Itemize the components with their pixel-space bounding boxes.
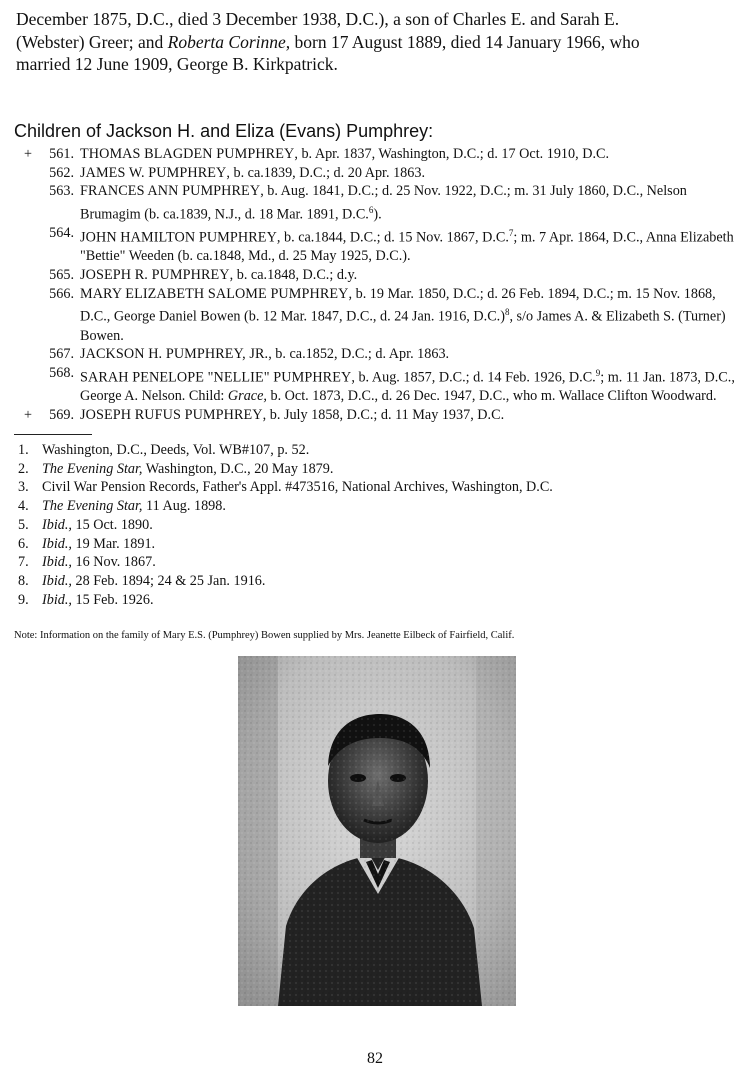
- footnote: [14, 460, 734, 479]
- child-number: 568.: [49, 364, 74, 381]
- child-text: [80, 164, 744, 183]
- footnotes-list: [14, 441, 734, 609]
- child-details: , b. Aug. 1857, D.C.; d. 14 Feb. 1926, D.C.: [351, 369, 596, 386]
- child-text: [80, 145, 744, 164]
- children-list: [16, 145, 744, 424]
- child-details-tail: ; m. 7 Apr. 1864, D.C., Anna Elizabeth "Bettie" Weeden (b. ca.1848, Md., d. 25 May 1925, D.C.).: [80, 229, 734, 265]
- child-marker: +: [24, 146, 33, 162]
- child-italic-name: Grace,: [227, 388, 267, 405]
- child-entry: [16, 266, 744, 285]
- child-text: [80, 364, 744, 406]
- child-name: JOSEPH RUFUS PUMPHREY: [80, 406, 263, 423]
- child-number: 565.: [49, 267, 74, 284]
- child-entry: [16, 345, 744, 364]
- child-number: 564.: [49, 225, 74, 242]
- footnote: [14, 572, 734, 591]
- child-number: 569.: [49, 406, 74, 423]
- footnote-text: [42, 572, 734, 591]
- child-text: [80, 266, 744, 285]
- child-name: MARY ELIZABETH SALOME PUMPHREY: [80, 285, 349, 302]
- child-details-tail: b. Oct. 1873, D.C., d. 26 Dec. 1947, D.C., who m. Wallace Clifton Woodward.: [266, 388, 717, 405]
- child-entry: [16, 285, 744, 346]
- footnote-italic: Ibid.,: [42, 572, 72, 589]
- page-number: 82: [367, 1050, 383, 1067]
- footnote-text: [42, 553, 734, 572]
- child-details: , b. ca.1844, D.C.; d. 15 Nov. 1867, D.C.: [276, 229, 509, 246]
- footnote-number: 9.: [18, 591, 29, 608]
- footnote-body: Civil War Pension Records, Father's Appl. #473516, National Archives, Washington, D.C.: [42, 479, 553, 496]
- child-details: , b. ca.1839, D.C.; d. 20 Apr. 1863.: [226, 164, 425, 181]
- footnote: [14, 535, 734, 554]
- footnote-number: 4.: [18, 498, 29, 515]
- child-name: JOSEPH R. PUMPHREY: [80, 267, 230, 284]
- intro-paragraph: [16, 8, 744, 76]
- child-details: , b. Aug. 1841, D.C.; d. 25 Nov. 1922, D.C.; m. 31 July 1860, D.C., Nelson Brumagim (b. ca.1839, N.J., d. 18 Mar. 1891, D.C.: [80, 183, 687, 223]
- child-number: 563.: [49, 183, 74, 200]
- child-details-tail: , s/o James A. & Elizabeth S. (Turner) Bowen.: [80, 308, 726, 344]
- intro-line-2-italic: Roberta Corinne,: [167, 31, 291, 52]
- footnote-body: 15 Feb. 1926.: [71, 591, 154, 608]
- child-name: JACKSON H. PUMPHREY, JR.: [80, 346, 269, 363]
- children-heading: Children of Jackson H. and Eliza (Evans) Pumphrey:: [14, 121, 434, 141]
- footnote-italic: Ibid.,: [42, 535, 72, 552]
- footnote-body: 28 Feb. 1894; 24 & 25 Jan. 1916.: [71, 572, 266, 589]
- footnote-body: 11 Aug. 1898.: [142, 498, 226, 515]
- footnote-number: 7.: [18, 554, 29, 571]
- source-note: Note: Information on the family of Mary E.S. (Pumphrey) Bowen supplied by Mrs. Jeanette Eilbeck of Fairfield, Calif.: [14, 630, 515, 641]
- child-text: [80, 406, 744, 425]
- footnote-number: 1.: [18, 442, 29, 458]
- child-text: [80, 345, 744, 364]
- footnote-ref: 8: [504, 307, 510, 318]
- child-marker: +: [24, 406, 33, 423]
- child-name: JOHN HAMILTON PUMPHREY: [80, 229, 277, 246]
- child-text: [80, 224, 744, 266]
- child-details: , b. ca.1852, D.C.; d. Apr. 1863.: [268, 346, 450, 363]
- footnote-ref: 9: [595, 367, 601, 378]
- footnote: [14, 497, 734, 516]
- footnote-text: [42, 535, 734, 554]
- intro-line-2-start: (Webster) Greer; and: [16, 31, 168, 52]
- child-text: [80, 182, 744, 224]
- child-name: THOMAS BLAGDEN PUMPHREY: [80, 146, 295, 162]
- portrait-image: [238, 656, 516, 1006]
- footnote-divider: [14, 434, 92, 435]
- footnote-number: 8.: [18, 572, 29, 589]
- child-name: SARAH PENELOPE "NELLIE" PUMPHREY: [80, 369, 352, 386]
- footnote: [14, 553, 734, 572]
- child-details: , b. July 1858, D.C.; d. 11 May 1937, D.C.: [262, 406, 505, 423]
- child-details: , b. Apr. 1837, Washington, D.C.; d. 17 Oct. 1910, D.C.: [294, 146, 610, 162]
- footnote-italic: The Evening Star,: [42, 460, 143, 477]
- child-details: , b. ca.1848, D.C.; d.y.: [229, 267, 358, 284]
- child-details-tail: ).: [373, 206, 382, 223]
- child-details-tail: ; m. 11 Jan. 1873, D.C., George A. Nelson. Child:: [80, 369, 735, 405]
- child-entry: [16, 364, 744, 406]
- footnote-text: [42, 460, 734, 479]
- footnote-body: Washington, D.C., Deeds, Vol. WB#107, p. 52.: [42, 442, 310, 458]
- footnote-ref: 7: [508, 228, 514, 239]
- intro-line-1: December 1875, D.C., died 3 December 1938, D.C.), a son of Charles E. and Sarah E.: [16, 9, 620, 29]
- footnote: [14, 478, 734, 497]
- footnote-text: [42, 516, 734, 535]
- footnote-ref: 6: [368, 204, 374, 215]
- child-number: 566.: [49, 285, 74, 302]
- footnote-number: 6.: [18, 535, 29, 552]
- child-text: [80, 285, 744, 346]
- footnote-text: [42, 497, 734, 516]
- footnote-text: [42, 591, 734, 610]
- footnote-italic: Ibid.,: [42, 591, 72, 608]
- footnote-body: 19 Mar. 1891.: [71, 535, 156, 552]
- intro-line-2: [16, 31, 744, 54]
- footnote-body: Washington, D.C., 20 May 1879.: [142, 460, 334, 477]
- footnote: [14, 441, 734, 460]
- child-name: JAMES W. PUMPHREY: [80, 164, 227, 181]
- child-number: 567.: [49, 346, 74, 363]
- child-name: FRANCES ANN PUMPHREY: [80, 183, 261, 200]
- intro-line-3: married 12 June 1909, George B. Kirkpatrick.: [16, 54, 338, 74]
- footnote-number: 2.: [18, 460, 29, 477]
- child-entry: [16, 224, 744, 266]
- child-details: , b. 19 Mar. 1850, D.C.; d. 26 Feb. 1894, D.C.; m. 15 Nov. 1868, D.C., George Daniel Bowen (b. 12 Mar. 1847, D.C., d. 24 Jan. 1916, D.C.): [80, 285, 716, 325]
- footnote-italic: Ibid.,: [42, 516, 72, 533]
- child-number: 561.: [49, 146, 74, 162]
- child-number: 562.: [49, 164, 74, 181]
- child-entry: [16, 145, 744, 164]
- footnote-text: [42, 441, 734, 460]
- footnote-body: 16 Nov. 1867.: [71, 554, 156, 571]
- footnote-body: 15 Oct. 1890.: [71, 516, 153, 533]
- footnote-text: [42, 478, 734, 497]
- child-entry: [16, 406, 744, 425]
- intro-line-2-end: born 17 August 1889, died 14 January 1966, who: [290, 31, 640, 52]
- portrait-photo: [238, 656, 516, 1006]
- footnote-number: 3.: [18, 479, 29, 496]
- footnote: [14, 516, 734, 535]
- footnote-italic: Ibid.,: [42, 554, 72, 571]
- footnote: [14, 591, 734, 610]
- footnote-italic: The Evening Star,: [42, 498, 143, 515]
- child-entry: [16, 164, 744, 183]
- footnote-number: 5.: [18, 516, 29, 533]
- child-entry: [16, 182, 744, 224]
